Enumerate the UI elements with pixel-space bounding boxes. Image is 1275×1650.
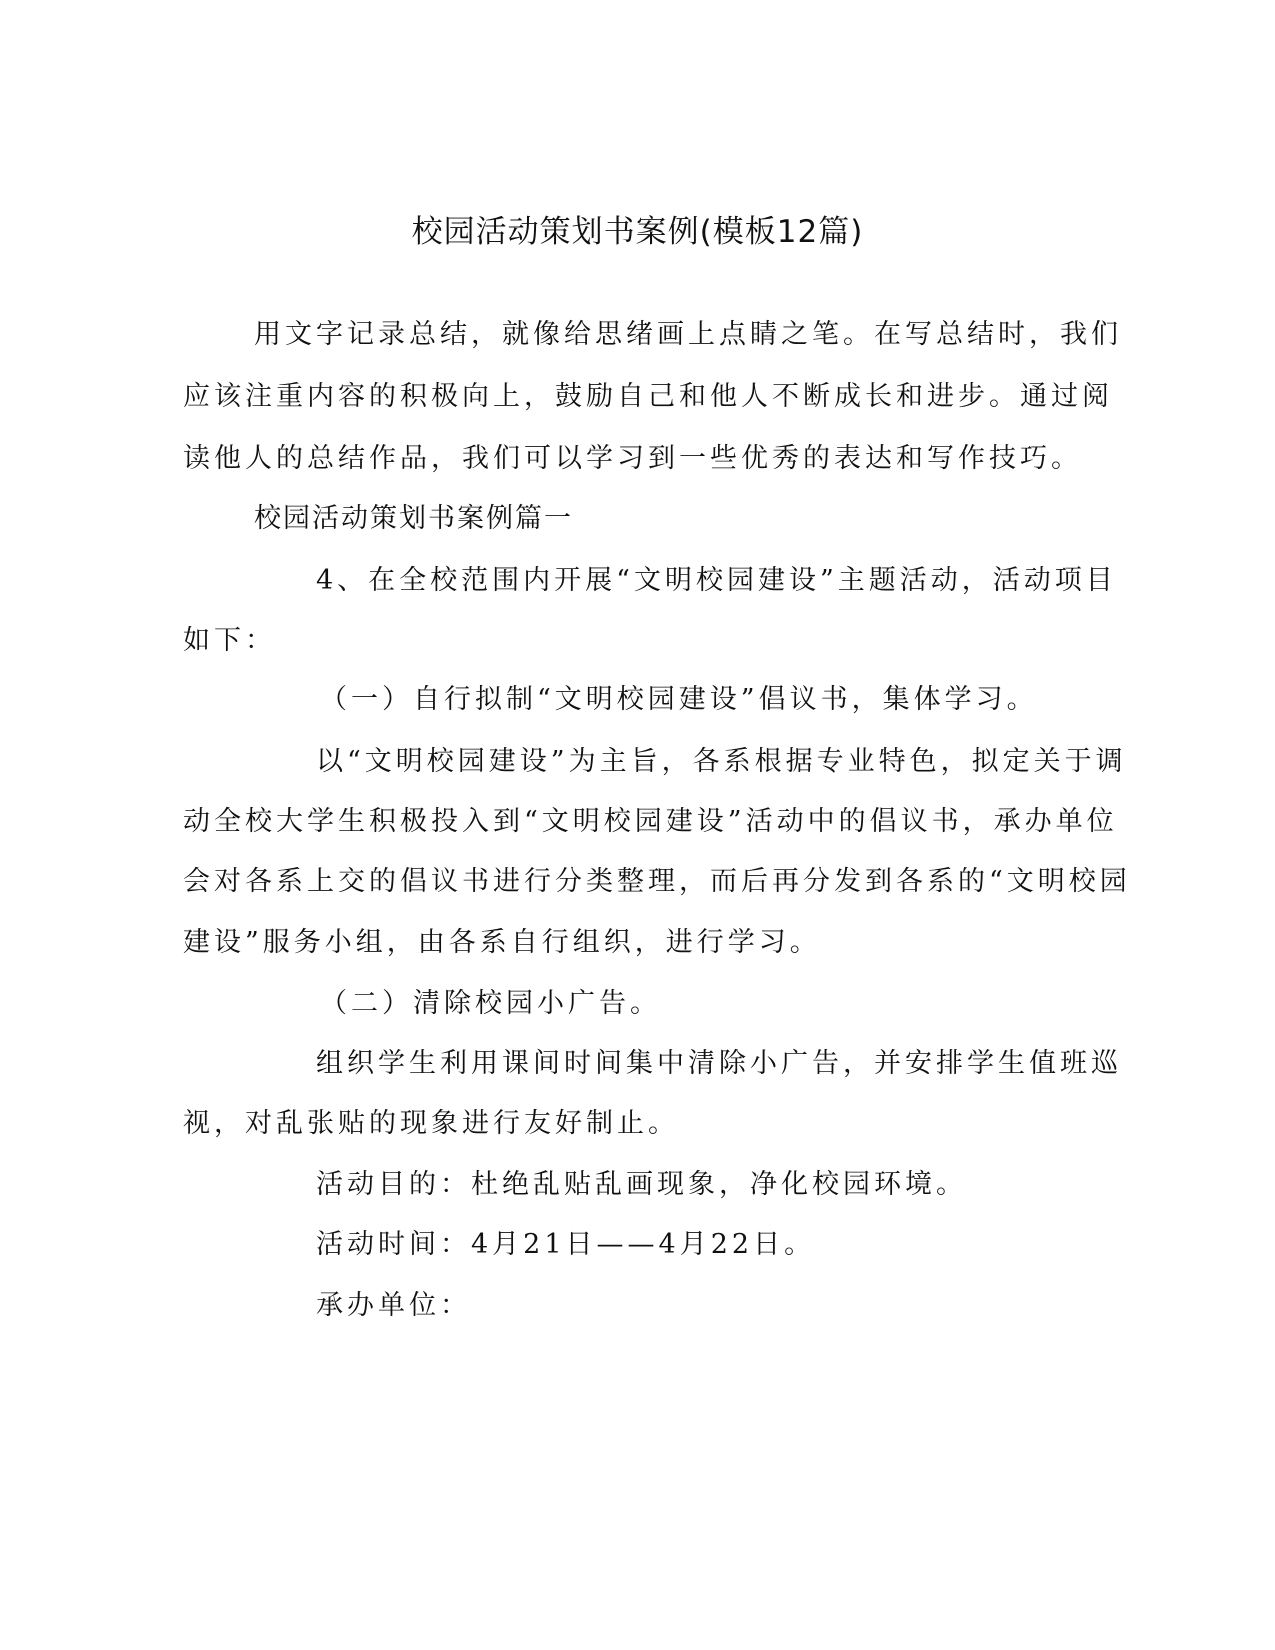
organizer-label: 承办单位： (316, 1290, 471, 1321)
document-title: 校园活动策划书案例(模板12篇) (411, 214, 864, 250)
paragraph-1-line-4: 建设”服务小组，由各系自行组织，进行学习。 (183, 927, 821, 958)
activity-time: 活动时间：4月21日——4月22日。 (316, 1229, 816, 1260)
paragraph-1-line-1: 以“文明校园建设”为主旨，各系根据专业特色，拟定关于调 (316, 746, 1127, 777)
subheading-2: （二）清除校园小广告。 (320, 988, 661, 1019)
paragraph-1-line-3: 会对各系上交的倡议书进行分类整理，而后再分发到各系的“文明校园 (183, 866, 1131, 897)
subheading-1: （一）自行拟制“文明校园建设”倡议书，集体学习。 (320, 684, 1038, 715)
intro-line-2: 应该注重内容的积极向上，鼓励自己和他人不断成长和进步。通过阅 (183, 381, 1113, 412)
intro-line-1: 用文字记录总结，就像给思绪画上点睛之笔。在写总结时，我们 (254, 319, 1122, 350)
item-4-line-2: 如下： (183, 625, 276, 656)
paragraph-2-line-1: 组织学生利用课间时间集中清除小广告，并安排学生值班巡 (316, 1048, 1122, 1079)
paragraph-1-line-2: 动全校大学生积极投入到“文明校园建设”活动中的倡议书，承办单位 (183, 806, 1118, 837)
paragraph-2-line-2: 视，对乱张贴的现象进行友好制止。 (183, 1108, 679, 1139)
activity-purpose: 活动目的：杜绝乱贴乱画现象，净化校园环境。 (316, 1169, 967, 1200)
item-4-line-1: 4、在全校范围内开展“文明校园建设”主题活动，活动项目 (316, 565, 1117, 596)
intro-line-3: 读他人的总结作品，我们可以学习到一些优秀的表达和写作技巧。 (183, 443, 1082, 474)
section-heading: 校园活动策划书案例篇一 (254, 503, 573, 534)
